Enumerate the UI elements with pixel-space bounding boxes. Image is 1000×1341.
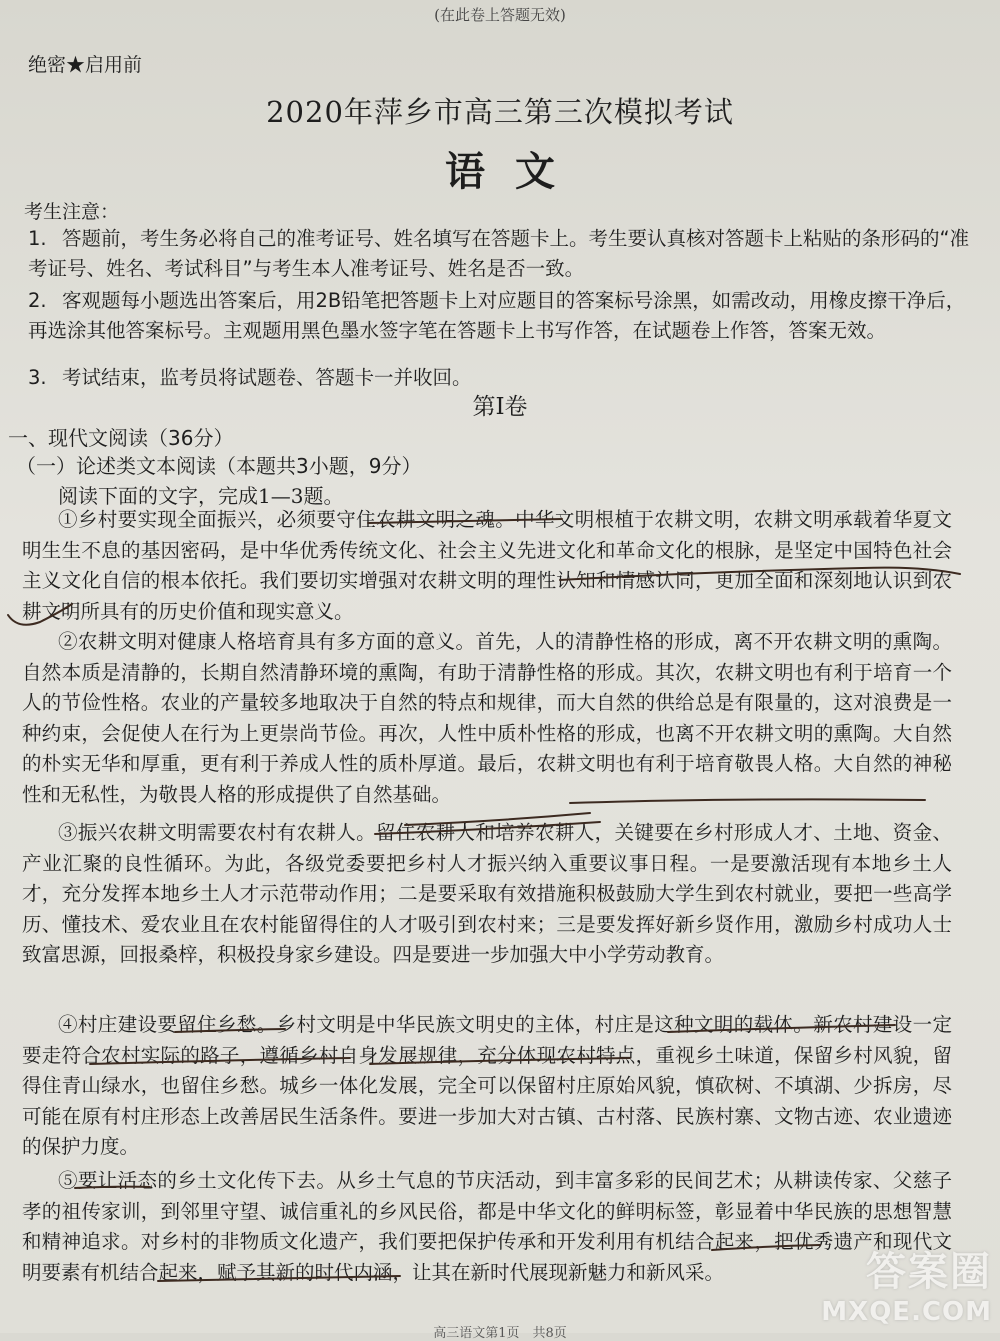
notice-item-number: 1. (28, 227, 47, 250)
watermark-badge: 答案圈 (866, 1249, 992, 1295)
passage-paragraph-4: ④村庄建设要留住乡愁。乡村文明是中华民族文明史的主体，村庄是这种文明的载体。新农村建设一定要走符合农村实际的路子，遵循乡村自身发展规律，充分体现农村特点，重视乡土味道，保留乡村风貌，留得住青山绿水，也留住乡愁。城乡一体化发展，完全可以保留村庄原始风貌，慎砍树、不填湖、少拆房，尽可能在原有村庄形态上改善居民生活条件。要进一步加大对古镇、古村落、民族村寨、文物古迹、农业遗迹的保护力度。 (22, 1013, 952, 1159)
page-footer: 高三语文第1页 共8页 (433, 1326, 567, 1341)
confidential-stamp: 绝密★启用前 (28, 54, 143, 76)
notice-heading: 考生注意： (24, 201, 120, 223)
volume-title: 第Ⅰ卷 (472, 394, 528, 420)
notice-item (28, 224, 973, 284)
watermark-url: MXQE.COM (821, 1297, 992, 1327)
passage-paragraph-5: ⑤要让活态的乡土文化传下去。从乡土气息的节庆活动，到丰富多彩的民间艺术；从耕读传家、父慈子孝的祖传家训，到邻里守望、诚信重礼的乡风民俗，都是中华文化的鲜明标签，彰显着中华民族的思想智慧和精神追求。对乡村的非物质文化遗产，我们要把保护传承和开发利用有机结合起来，把优秀遗产和现代文明要素有机结合起来，赋予其新的时代内涵，让其在新时代展现新魅力和新风采。 (22, 1169, 952, 1284)
section-title: 一、现代文阅读（36分） (8, 426, 234, 450)
notice-item-text: 客观题每小题选出答案后，用2B铅笔把答题卡上对应题目的答案标号涂黑，如需改动，用橡皮擦干净后，再选涂其他答案标号。主观题用黑色墨水签字笔在答题卡上书写作答，在试题卷上作答，答案无效。 (28, 289, 966, 342)
passage-paragraph-3: ③振兴农耕文明需要农村有农耕人。留住农耕人和培养农耕人，关键要在乡村形成人才、土地、资金、产业汇聚的良性循环。为此，各级党委要把乡村人才振兴纳入重要议事日程。一是要激活现有本地乡土人才，充分发挥本地乡土人才示范带动作用；二是要采取有效措施积极鼓励大学生到农村就业，要把一些高学历、懂技术、爱农业且在农村能留得住的人才吸引到农村来；三是要发挥好新乡贤作用，激励乡村成功人士致富思源，回报桑梓，积极投身家乡建设。四是要进一步加强大中小学劳动教育。 (22, 821, 952, 967)
exam-title: 2020年萍乡市高三第三次模拟考试 (266, 95, 734, 129)
section-instruction: 阅读下面的文字，完成1—3题。 (58, 484, 344, 508)
watermark-logo (821, 1240, 992, 1327)
notice-item-text: 答题前，考生务必将自己的准考证号、姓名填写在答题卡上。考生要认真核对答题卡上粘贴的条形码的“准考证号、姓名、考试科目”与考生本人准考证号、姓名是否一致。 (28, 227, 970, 280)
passage-paragraph-1: ①乡村要实现全面振兴，必须要守住农耕文明之魂。中华文明根植于农耕文明，农耕文明承载着华夏文明生生不息的基因密码，是中华优秀传统文化、社会主义先进文化和革命文化的根脉，是坚定中国特色社会主义文化自信的根本依托。我们要切实增强对农耕文明的理性认知和情感认同，更加全面和深刻地认识到农耕文明所具有的历史价值和现实意义。 (22, 508, 952, 623)
section-subtitle: （一）论述类文本阅读（本题共3小题，9分） (16, 454, 422, 478)
notice-item-number: 2. (28, 289, 47, 312)
notice-item (28, 286, 973, 346)
subject-title: 语文 (445, 148, 585, 195)
passage-paragraph-2: ②农耕文明对健康人格培育具有多方面的意义。首先，人的清静性格的形成，离不开农耕文明的熏陶。自然本质是清静的，长期自然清静环境的熏陶，有助于清静性格的形成。其次，农耕文明也有利于培育一个人的节俭性格。农业的产量较多地取决于自然的特点和规律，而大自然的供给总是有限量的，这对浪费是一种约束，会促使人在行为上更崇尚节俭。再次，人性中质朴性格的形成，也离不开农耕文明的熏陶。大自然的朴实无华和厚重，更有利于养成人性的质朴厚道。最后，农耕文明也有利于培育敬畏人格。大自然的神秘性和无私性，为敬畏人格的形成提供了自然基础。 (22, 630, 952, 806)
top-note: (在此卷上答题无效) (434, 6, 566, 24)
notice-item-number: 3. (28, 366, 47, 389)
notice-item-text: 考试结束，监考员将试题卷、答题卡一并收回。 (62, 366, 472, 389)
